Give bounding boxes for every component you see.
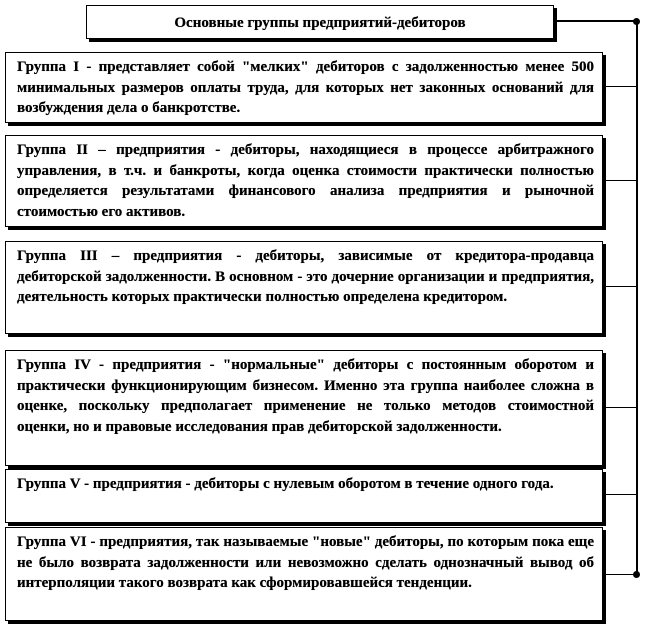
group-3-box: Группа III – предприятия - дебиторы, зависимые от кредитора-продавца дебиторской задолженности. В основном - это дочерние организации и предприятия, деятельность которых практически полностью определена кредитором.: [5, 241, 603, 334]
group-2-box: Группа II – предприятия - дебиторы, находящиеся в процессе арбитражного управления, в т.ч. и банкроты, когда оценка стоимости практически полностью определяется результатами финансового анализа предприятия и рыночной стоимостью его активов.: [5, 135, 603, 227]
junction-dot-bottom: [633, 571, 640, 578]
group-1-box: Группа I - представляет собой "мелких" дебиторов с задолженностью менее 500 минимальных размеров оплаты труда, для которых нет законных оснований для возбуждения дела о банкротстве.: [5, 52, 603, 123]
connector-group-1: [605, 86, 637, 87]
junction-dot-top: [633, 18, 640, 25]
group-5-box: Группа V - предприятия - дебиторы с нулевым оборотом в течение одного года.: [5, 469, 603, 523]
group-6-box: Группа VI - предприятия, так называемые "новые" дебиторы, по которым пока еще не было возврата задолженности или невозможно сделать однозначный вывод об интерполяции такого возврата как сформировавшейся тенденции.: [5, 527, 603, 621]
group-4-box: Группа IV - предприятия - "нормальные" дебиторы с постоянным оборотом и практически функционирующим бизнесом. Именно эта группа наиболее сложна в оценке, поскольку предполагает применение не только методов стоимостной оценки, но и правовые исследования прав дебиторской задолженности.: [5, 350, 603, 466]
connector-group-2: [605, 180, 637, 181]
connector-group-5: [605, 494, 637, 495]
diagram-title: Основные группы предприятий-дебиторов: [86, 5, 554, 39]
connector-group-3: [605, 286, 637, 287]
connector-top-horizontal: [554, 20, 638, 22]
connector-group-4: [605, 407, 637, 408]
